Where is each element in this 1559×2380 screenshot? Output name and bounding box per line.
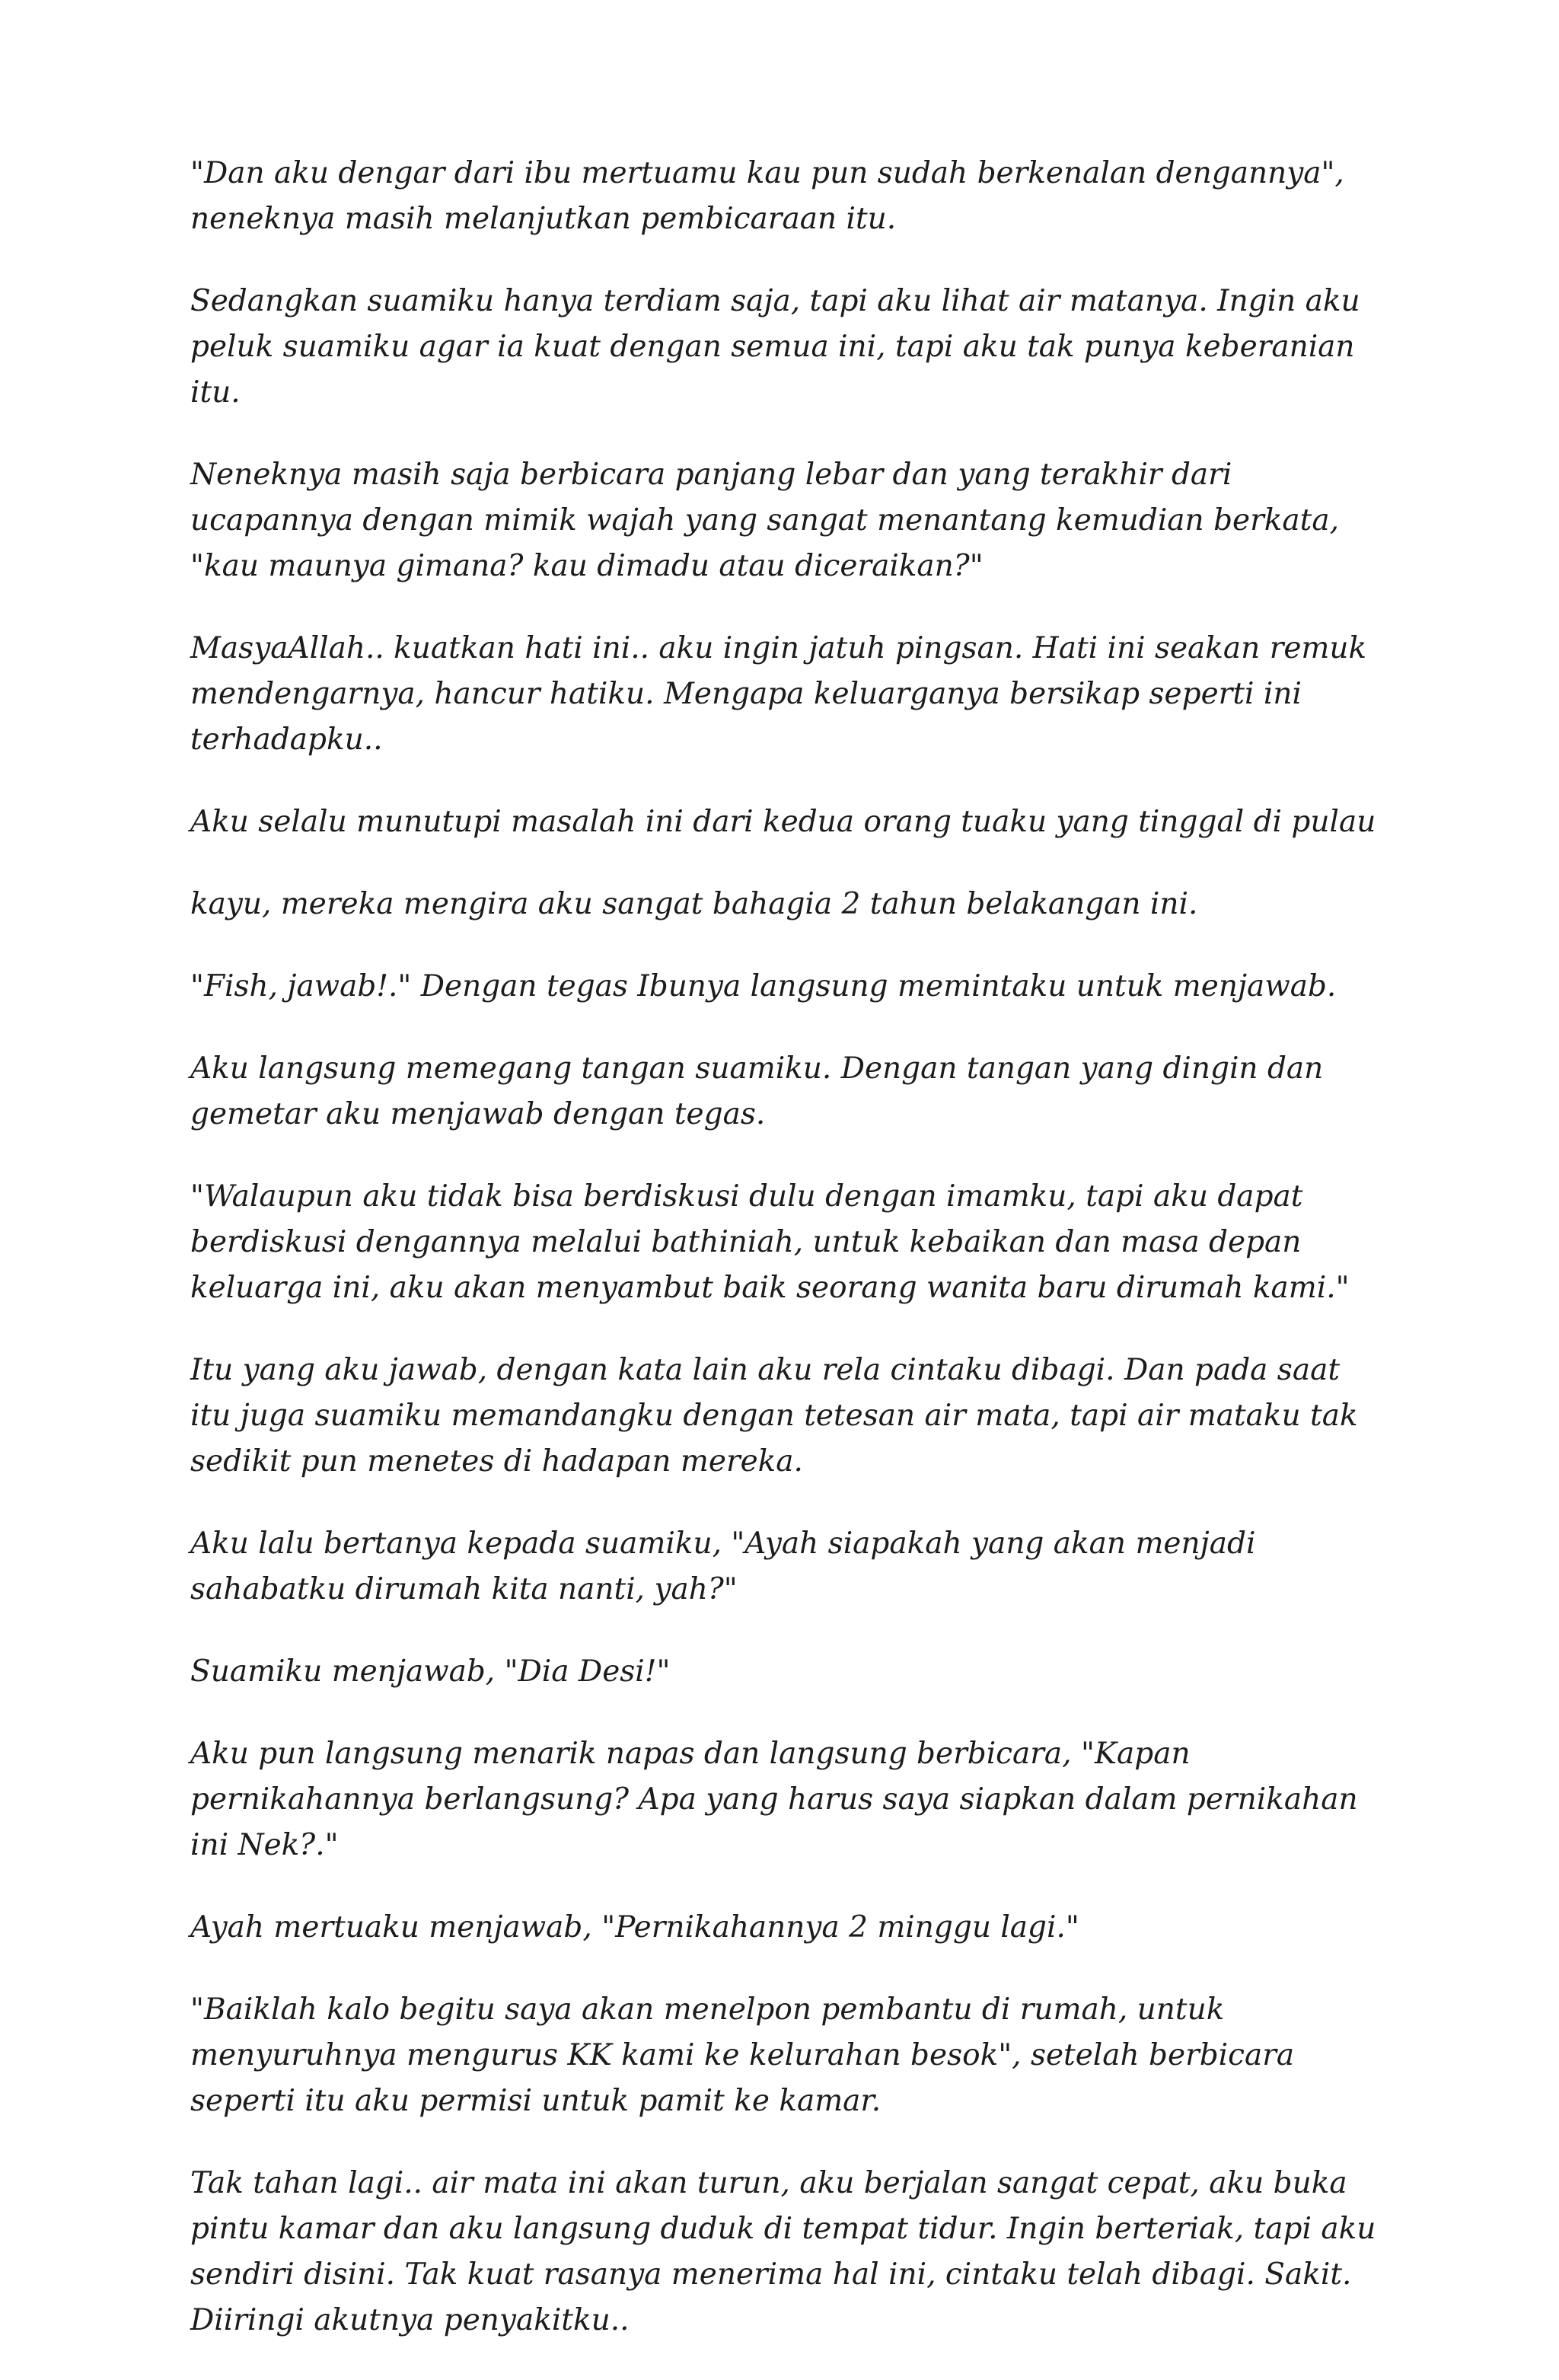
paragraph: Sedangkan suamiku hanya terdiam saja, tapi aku lihat air matanya. Ingin aku peluk suamiku agar ia kuat dengan semua ini, tapi aku tak punya keberanian itu. [190, 284, 1360, 410]
paragraph: "Dan aku dengar dari ibu mertuamu kau pun sudah berkenalan dengannya", neneknya masih melanjutkan pembicaraan itu. [190, 156, 1344, 236]
paragraph: Aku selalu munutupi masalah ini dari kedua orang tuaku yang tinggal di pulau [190, 805, 1376, 839]
paragraph: "Walaupun aku tidak bisa berdiskusi dulu dengan imamku, tapi aku dapat berdiskusi dengannya melalui bathiniah, untuk kebaikan dan masa depan keluarga ini, aku akan menyambut baik seorang wanita baru dirumah kami." [190, 1179, 1350, 1305]
paragraph: Aku pun langsung menarik napas dan langsung berbicara, "Kapan pernikahannya berlangsung? Apa yang harus saya siapkan dalam pernikahan ini Nek?." [190, 1737, 1358, 1862]
paragraph: Suamiku menjawab, "Dia Desi!" [190, 1654, 671, 1689]
paragraph: "Baiklah kalo begitu saya akan menelpon pembantu di rumah, untuk menyuruhnya mengurus KK kami ke kelurahan besok", setelah berbicara seperti itu aku permisi untuk pamit ke kamar. [190, 1992, 1295, 2118]
paragraph: Tak tahan lagi.. air mata ini akan turun, aku berjalan sangat cepat, aku buka pintu kamar dan aku langsung duduk di tempat tidur. Ingin berteriak, tapi aku sendiri disini. Tak kuat rasanya menerima hal ini, cintaku telah dibagi. Sakit. Diiringi akutnya penyakitku.. [190, 2166, 1376, 2337]
paragraph: Itu yang aku jawab, dengan kata lain aku rela cintaku dibagi. Dan pada saat itu juga suamiku memandangku dengan tetesan air mata, tapi air mataku tak sedikit pun menetes di hadapan mereka. [190, 1353, 1358, 1479]
paragraph: MasyaAllah.. kuatkan hati ini.. aku ingin jatuh pingsan. Hati ini seakan remuk mendengarnya, hancur hatiku. Mengapa keluarganya bersikap seperti ini terhadapku.. [190, 631, 1367, 757]
paragraph: Aku lalu bertanya kepada suamiku, "Ayah siapakah yang akan menjadi sahabatku dirumah kita nanti, yah?" [190, 1527, 1256, 1606]
paragraph: Aku langsung memegang tangan suamiku. Dengan tangan yang dingin dan gemetar aku menjawab dengan tegas. [190, 1051, 1324, 1131]
document-body [190, 151, 1385, 2380]
paragraph: "Fish, jawab!." Dengan tegas Ibunya langsung memintaku untuk menjawab. [190, 969, 1337, 1003]
paragraph: kayu, mereka mengira aku sangat bahagia 2 tahun belakangan ini. [190, 887, 1198, 921]
paragraph: Neneknya masih saja berbicara panjang lebar dan yang terakhir dari ucapannya dengan mimik wajah yang sangat menantang kemudian berkata, "kau maunya gimana? kau dimadu atau diceraikan?" [190, 458, 1339, 583]
paragraph: Ayah mertuaku menjawab, "Pernikahannya 2 minggu lagi." [190, 1910, 1079, 1945]
